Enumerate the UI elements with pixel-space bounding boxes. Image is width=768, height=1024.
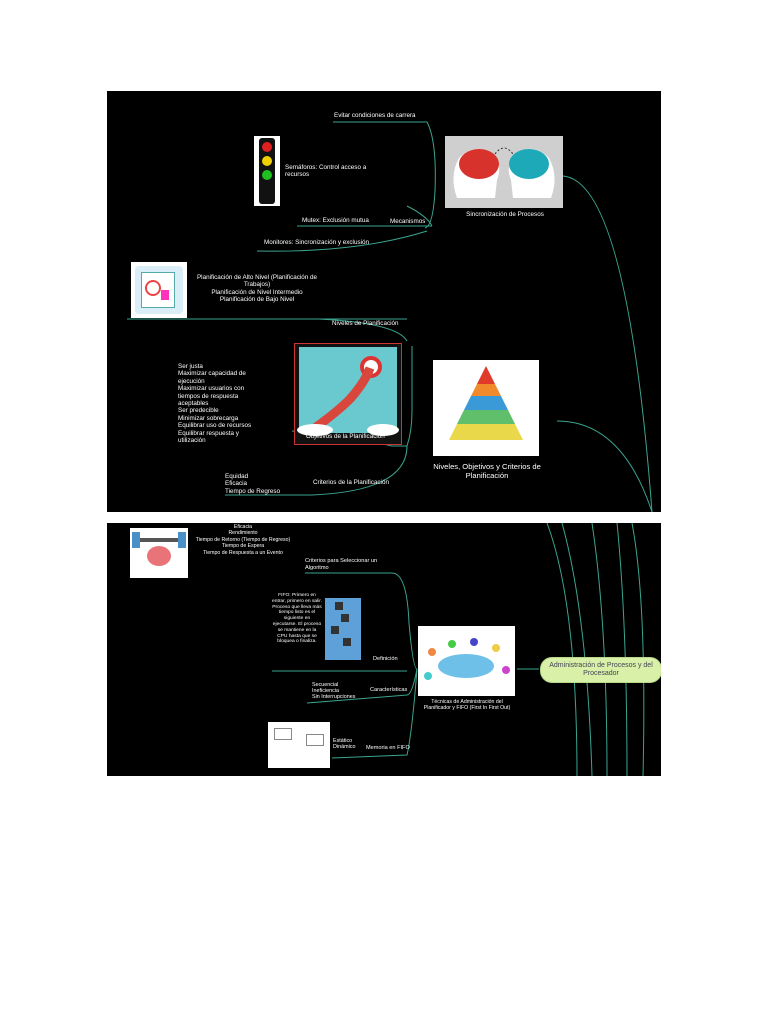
planning-schedule-image: [131, 262, 187, 318]
monitores-label: Monitores: Sincronización y exclusión: [264, 239, 369, 246]
objetivos-list: Ser justa Maximizar capacidad de ejecución Maximizar usuarios con tiempos de respuesta aceptables Ser predecible Minimizar sobrecarga Equilibrar uso de recursos Equilibrar respuesta y utilización: [178, 363, 252, 445]
criterios-algoritmo-label: Criterios para Seleccionar un Algoritmo: [305, 558, 378, 571]
planificacion-main-label: Niveles, Objetivos y Criterios de Planificación: [433, 462, 541, 480]
fifo-definition-text: FIFO: Primero en entrar, primero en salir. Proceso que lleva más tiempo listo es el siguiente en ejecutarse. El proceso se mantiene en la CPU hasta que se bloquea o finaliza.: [272, 593, 323, 645]
memoria-label: Memoria en FIFO: [366, 745, 410, 751]
pyramid-icon: [433, 360, 539, 456]
algoritmo-criteria-list: Eficacia Rendimiento Tiempo de Retorno (Tiempo de Regreso) Tiempo de Espera Tiempo de Respuesta a un Evento: [195, 524, 291, 556]
niveles-label: Niveles de Planificación: [332, 320, 399, 327]
mutex-label: Mutex: Exclusión mutua: [302, 217, 369, 224]
brain-lifting-image: [130, 528, 188, 578]
fifo-queue-image: [325, 598, 361, 660]
caracteristicas-label: Características: [370, 687, 408, 693]
sincronizacion-label: Sincronización de Procesos: [466, 211, 544, 218]
criterios-label: Criterios de la Planificación: [313, 479, 389, 486]
mindmap-panel-top: [107, 91, 661, 512]
definicion-label: Definición: [373, 656, 398, 662]
traffic-light-image: [254, 136, 280, 206]
objetivos-label: Objetivos de la Planificación: [306, 433, 385, 440]
caracteristicas-list: Secuencial Ineficiencia Sin Interrupciones: [312, 682, 356, 701]
semaforos-label: Semáforos: Control acceso a recursos: [285, 164, 367, 179]
team-meeting-image: [418, 626, 515, 696]
evitar-label: Evitar condiciones de carrera: [334, 112, 416, 119]
mindmap-panel-bottom: [107, 523, 661, 776]
pyramid-image: [433, 360, 539, 456]
mecanismos-label: Mecanismos: [390, 218, 426, 225]
memory-diagram-image: [268, 722, 330, 768]
memoria-list: Estático Dinámico: [333, 738, 356, 751]
brain-heads-icon: [445, 136, 563, 208]
niveles-list: Planificación de Alto Nivel (Planificación de Trabajos) Planificación de Nivel Intermedio Planificación de Bajo Nivel: [196, 274, 318, 304]
tecnicas-label: Técnicas de Administración del Planificador y FIFO (First In First Out): [423, 699, 511, 712]
target-road-image: [294, 343, 402, 445]
sync-heads-image: [445, 136, 563, 208]
central-topic-node[interactable]: Administración de Procesos y del Procesador: [540, 657, 661, 683]
criterios-list: Equidad Eficacia Tiempo de Regreso: [225, 473, 281, 495]
